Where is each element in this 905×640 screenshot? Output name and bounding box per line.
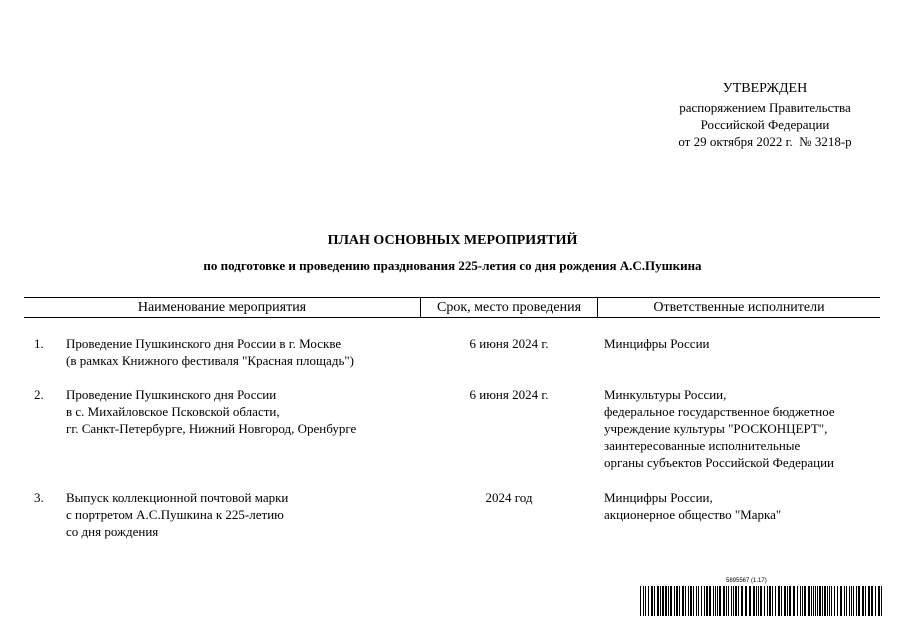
- event-name-line: в с. Михайловское Псковской области,: [66, 404, 280, 419]
- plan-subtitle: по подготовке и проведению празднования 225-летия со дня рождения А.С.Пушкина: [203, 258, 702, 273]
- approval-line: распоряжением Правительства: [679, 100, 851, 115]
- responsible-line: федеральное государственное бюджетное: [604, 404, 835, 419]
- header-responsible: Ответственные исполнители: [653, 299, 825, 315]
- row-event-name: [66, 335, 426, 369]
- row-responsible: [604, 335, 894, 352]
- row-number: 3.: [34, 490, 44, 505]
- row-date: 6 июня 2024 г.: [469, 336, 549, 351]
- event-name-line: с портретом А.С.Пушкина к 225-летию: [66, 507, 284, 522]
- responsible-line: Минкультуры России,: [604, 387, 727, 402]
- responsible-line: акционерное общество "Марка": [604, 507, 782, 522]
- approval-line: Российской Федерации: [700, 117, 830, 132]
- event-name-line: Выпуск коллекционной почтовой марки: [66, 490, 289, 505]
- row-event-name: [66, 386, 426, 437]
- row-responsible: [604, 489, 894, 523]
- barcode-image: [640, 586, 884, 616]
- approval-date-line: от 29 октября 2022 г. № 3218-р: [678, 134, 852, 149]
- barcode-label: 5895567 (1.17): [726, 578, 767, 584]
- responsible-line: заинтересованные исполнительные: [604, 438, 801, 453]
- approval-heading: УТВЕРЖДЕН: [722, 81, 808, 96]
- plan-title: ПЛАН ОСНОВНЫХ МЕРОПРИЯТИЙ: [327, 233, 578, 248]
- row-event-name: [66, 489, 426, 540]
- responsible-line: Минцифры России: [604, 336, 710, 351]
- event-name-line: Проведение Пушкинского дня России в г. Москве: [66, 336, 342, 351]
- header-date-place: Срок, место проведения: [420, 298, 598, 317]
- responsible-line: органы субъектов Российской Федерации: [604, 455, 835, 470]
- approval-block: [640, 80, 890, 150]
- event-name-line: гг. Санкт-Петербурге, Нижний Новгород, Оренбурге: [66, 421, 357, 436]
- event-name-line: Проведение Пушкинского дня России: [66, 387, 277, 402]
- responsible-line: учреждение культуры "РОСКОНЦЕРТ",: [604, 421, 828, 436]
- row-number: 2.: [34, 387, 44, 402]
- row-responsible: [604, 386, 894, 471]
- event-name-line: (в рамках Книжного фестиваля "Красная площадь"): [66, 353, 355, 368]
- row-date: 2024 год: [485, 490, 533, 505]
- row-number: 1.: [34, 336, 44, 351]
- table-header: [24, 297, 880, 318]
- header-event-name: Наименование мероприятия: [137, 299, 307, 315]
- event-name-line: со дня рождения: [66, 524, 159, 539]
- responsible-line: Минцифры России,: [604, 490, 713, 505]
- row-date: 6 июня 2024 г.: [469, 387, 549, 402]
